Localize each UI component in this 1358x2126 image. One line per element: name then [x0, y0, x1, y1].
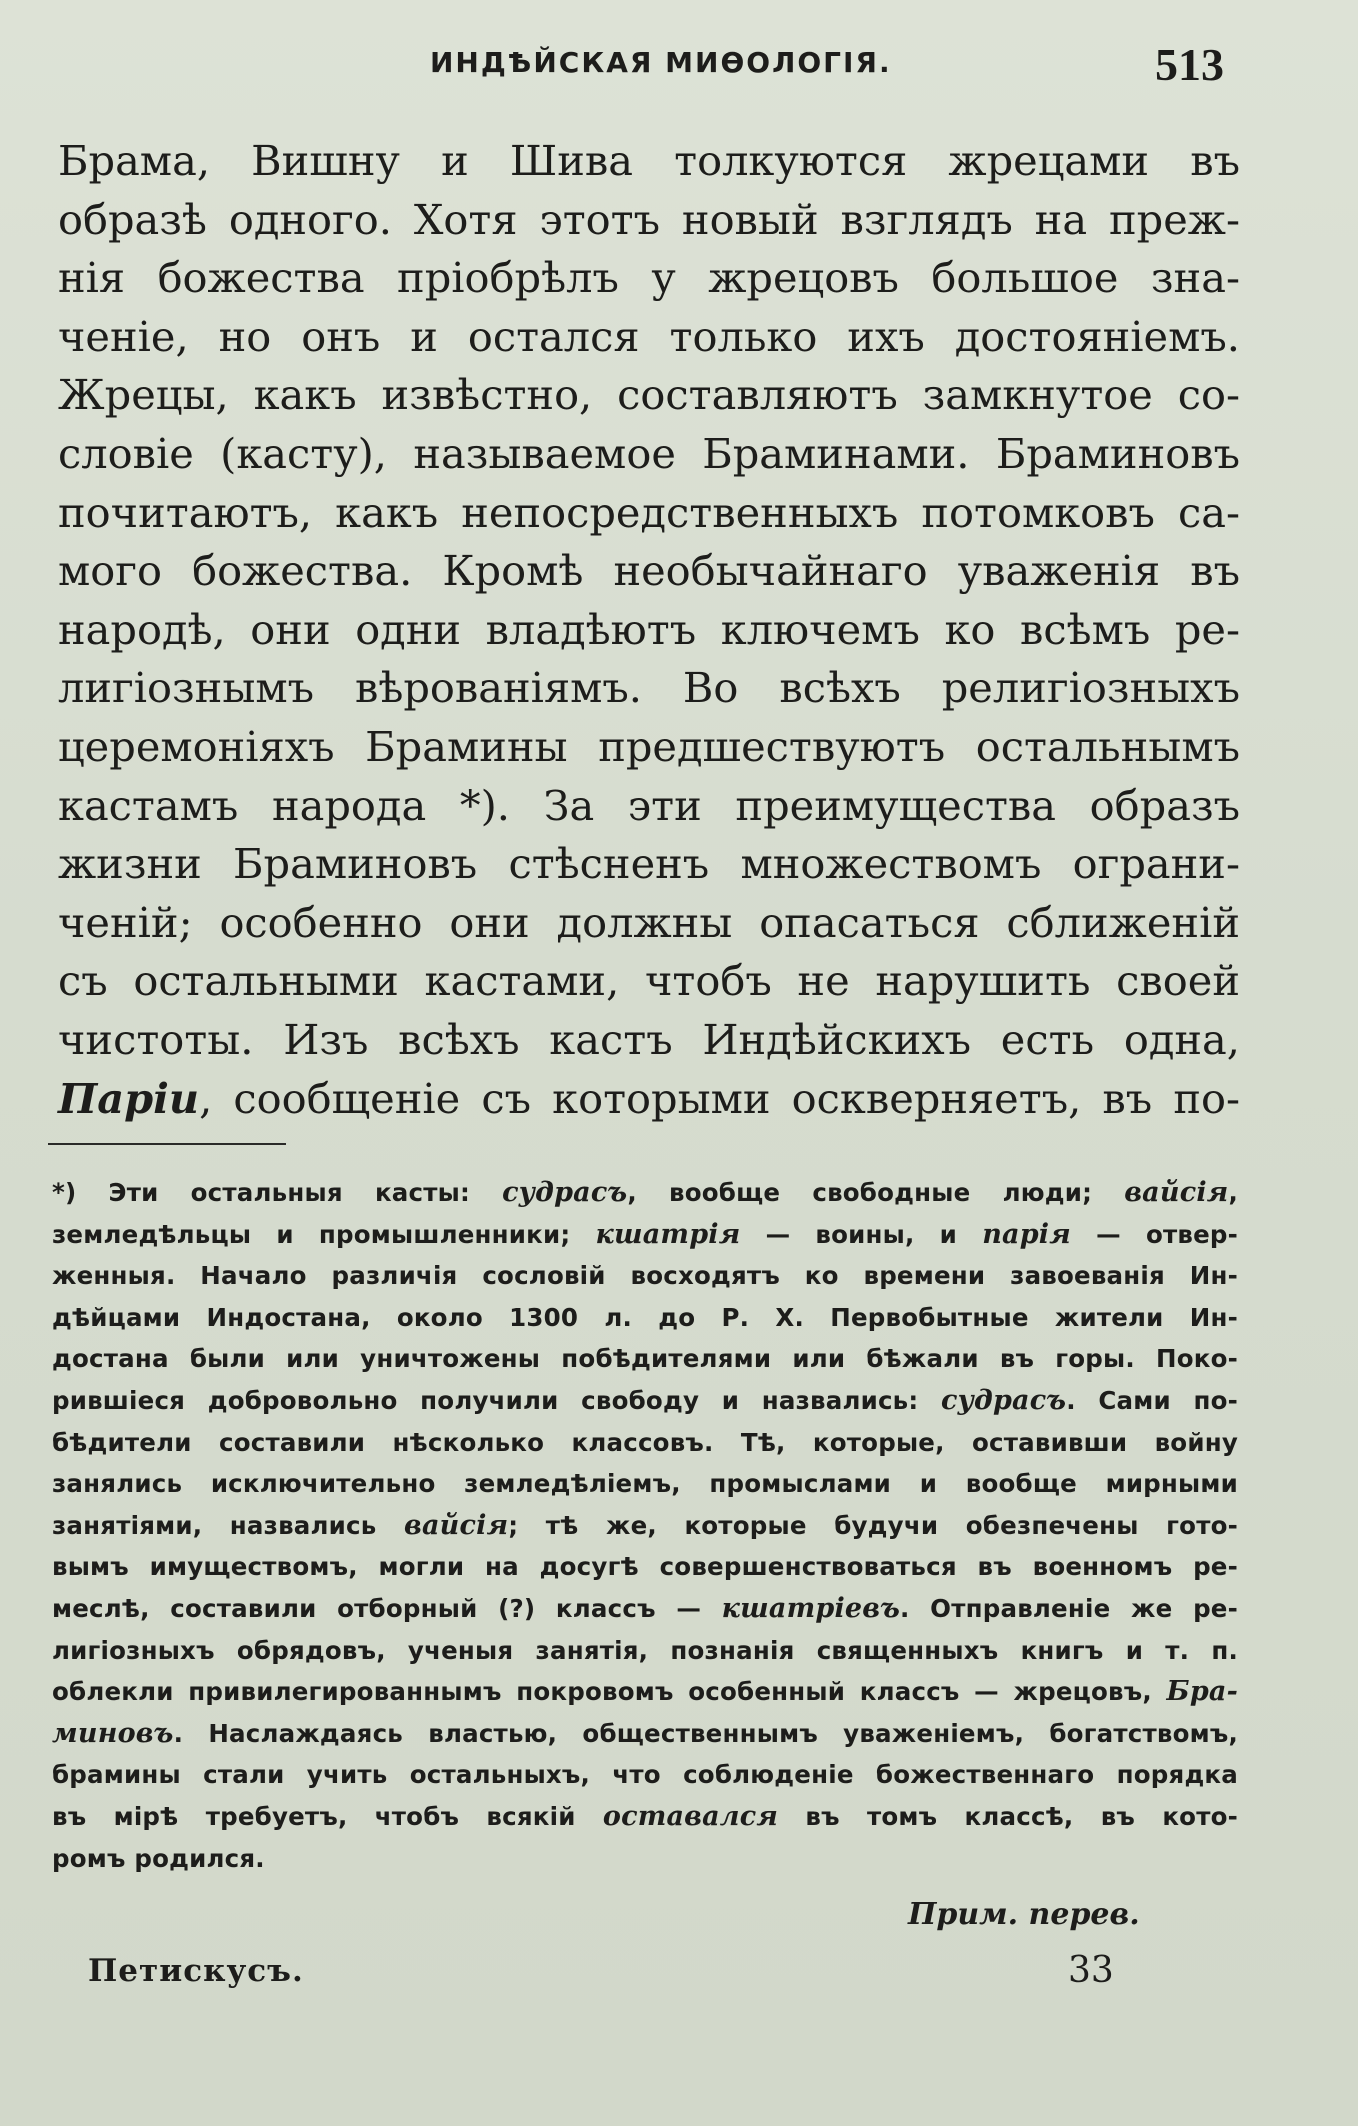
body-line: чистоты. Изъ всѣхъ кастъ Индѣйскихъ есть одна, [58, 1014, 1240, 1064]
body-line: кастамъ народа *). За эти преимущества образъ [58, 780, 1240, 830]
footnote-line: бѣдители составили нѣсколько классовъ. Тѣ, которые, оставивши войну [52, 1427, 1238, 1457]
footnote-divider [48, 1143, 286, 1145]
body-line: словіе (касту), называемое Браминами. Браминовъ [58, 428, 1240, 478]
footnote-line [52, 1671, 1238, 1713]
body-line: лигіознымъ вѣрованіямъ. Во всѣхъ религіозныхъ [58, 663, 1240, 713]
body-line: Брама, Вишну и Шива толкуются жрецами въ [58, 136, 1240, 185]
body-line: съ остальными кастами, чтобъ не нарушить своей [58, 956, 1240, 1006]
footnote-line: ромъ родился. [52, 1843, 265, 1873]
footnote-line [52, 1380, 1238, 1422]
fn-text: *) Эти остальныя касты: [52, 1178, 503, 1207]
main-text [58, 132, 1240, 1128]
fn-text: занятіями, назвались [52, 1510, 405, 1540]
fn-text: . Отправленіе же ре- [900, 1593, 1238, 1623]
fn-term: судрасъ [941, 1384, 1067, 1416]
footnote-line: лигіозныхъ обрядовъ, ученыя занятія, познанія священныхъ книгъ и т. п. [52, 1635, 1238, 1665]
fn-text: — отвер- [1070, 1219, 1239, 1249]
footnote-line [52, 1588, 1238, 1630]
body-line: образѣ одного. Хотя этотъ новый взглядъ на преж- [58, 194, 1240, 244]
fn-text: меслѣ, составили отборный (?) классъ — [52, 1593, 722, 1623]
fn-text: рившіеся добровольно получили свободу и назвались: [52, 1385, 941, 1415]
page-number: 513 [1155, 39, 1224, 90]
body-line: народѣ, они одни владѣютъ ключемъ ко всѣмъ ре- [58, 604, 1240, 654]
body-line: церемоніяхъ Брамины предшествуютъ остальнымъ [58, 721, 1240, 771]
body-line: нія божества пріобрѣлъ у жрецовъ большое зна- [58, 253, 1240, 303]
sheet-number: 33 [1068, 1950, 1114, 1991]
running-title: ИНДѢЙСКАЯ МИѲОЛОГІЯ. [430, 46, 892, 79]
fn-term: Бра- [1166, 1676, 1238, 1708]
fn-term: оставался [602, 1800, 779, 1832]
footnote-line: занялись исключительно земледѣліемъ, промыслами и вообще мирными [52, 1469, 1238, 1499]
footnote-line [52, 1713, 1238, 1755]
running-head [0, 38, 1358, 98]
footnote-line: дѣйцами Индостана, около 1300 л. до Р. Х. Первобытные жители Ин- [52, 1302, 1238, 1332]
footnote-line [52, 1505, 1238, 1547]
fn-text: , [1228, 1178, 1239, 1207]
fn-text: — воины, и [740, 1219, 983, 1249]
fn-text: ; тѣ же, которые будучи обезпечены гото- [508, 1510, 1238, 1540]
body-line: Жрецы, какъ извѣстно, составляютъ замкнутое со- [58, 370, 1240, 420]
fn-text: земледѣльцы и промышленники; [52, 1219, 596, 1249]
fn-text: . Наслаждаясь властью, общественнымъ уваженіемъ, богатствомъ, [173, 1718, 1238, 1748]
body-line: мого божества. Кромѣ необычайнаго уваженія въ [58, 546, 1240, 596]
fn-text: въ томъ классѣ, въ кото- [778, 1801, 1238, 1831]
footnote-line [52, 1172, 1238, 1214]
footnote-line: женныя. Начало различія сословій восходятъ ко времени завоеванія Ин- [52, 1261, 1238, 1291]
fn-text: облекли привилегированнымъ покровомъ особенный классъ — жрецовъ, [52, 1677, 1167, 1707]
body-line: ченій; особенно они должны опасаться сближеній [58, 897, 1240, 947]
emphasized-word: Паріи [58, 1073, 200, 1123]
footnote-line [52, 1796, 1238, 1838]
fn-term: миновъ [52, 1717, 174, 1749]
fn-term: кшатрія [595, 1218, 741, 1250]
fn-text: . Сами по- [1066, 1385, 1238, 1415]
body-line: ченіе, но онъ и остался только ихъ достояніемъ. [58, 311, 1240, 361]
fn-term: судрасъ [502, 1177, 628, 1208]
fn-term: вайсія [404, 1509, 509, 1541]
fn-term: вайсія [1124, 1177, 1229, 1208]
body-line: почитаютъ, какъ непосредственныхъ потомковъ са- [58, 487, 1240, 537]
fn-term: парія [982, 1218, 1071, 1250]
footnote-line: вымъ имуществомъ, могли на досугѣ совершенствоваться въ военномъ ре- [52, 1552, 1238, 1582]
body-line-last [58, 1070, 1240, 1129]
translator-note: Прим. перев. [908, 1897, 1140, 1932]
footnote-line [52, 1214, 1238, 1256]
footnote-line: брамины стали учить остальныхъ, что соблюденіе божественнаго порядка [52, 1760, 1238, 1790]
fn-text: въ мірѣ требуетъ, чтобъ всякій [52, 1801, 603, 1831]
body-line-rest: , сообщеніе съ которыми оскверняетъ, въ по- [199, 1073, 1240, 1123]
fn-text: , вообще свободные люди; [627, 1178, 1125, 1207]
fn-term: кшатріевъ [721, 1592, 901, 1624]
footnote [52, 1172, 1238, 1879]
signature-mark: Петискусъ. [88, 1953, 304, 1989]
body-line: жизни Браминовъ стѣсненъ множествомъ ограни- [58, 839, 1240, 889]
footnote-line: достана были или уничтожены побѣдителями или бѣжали въ горы. Поко- [52, 1344, 1238, 1374]
